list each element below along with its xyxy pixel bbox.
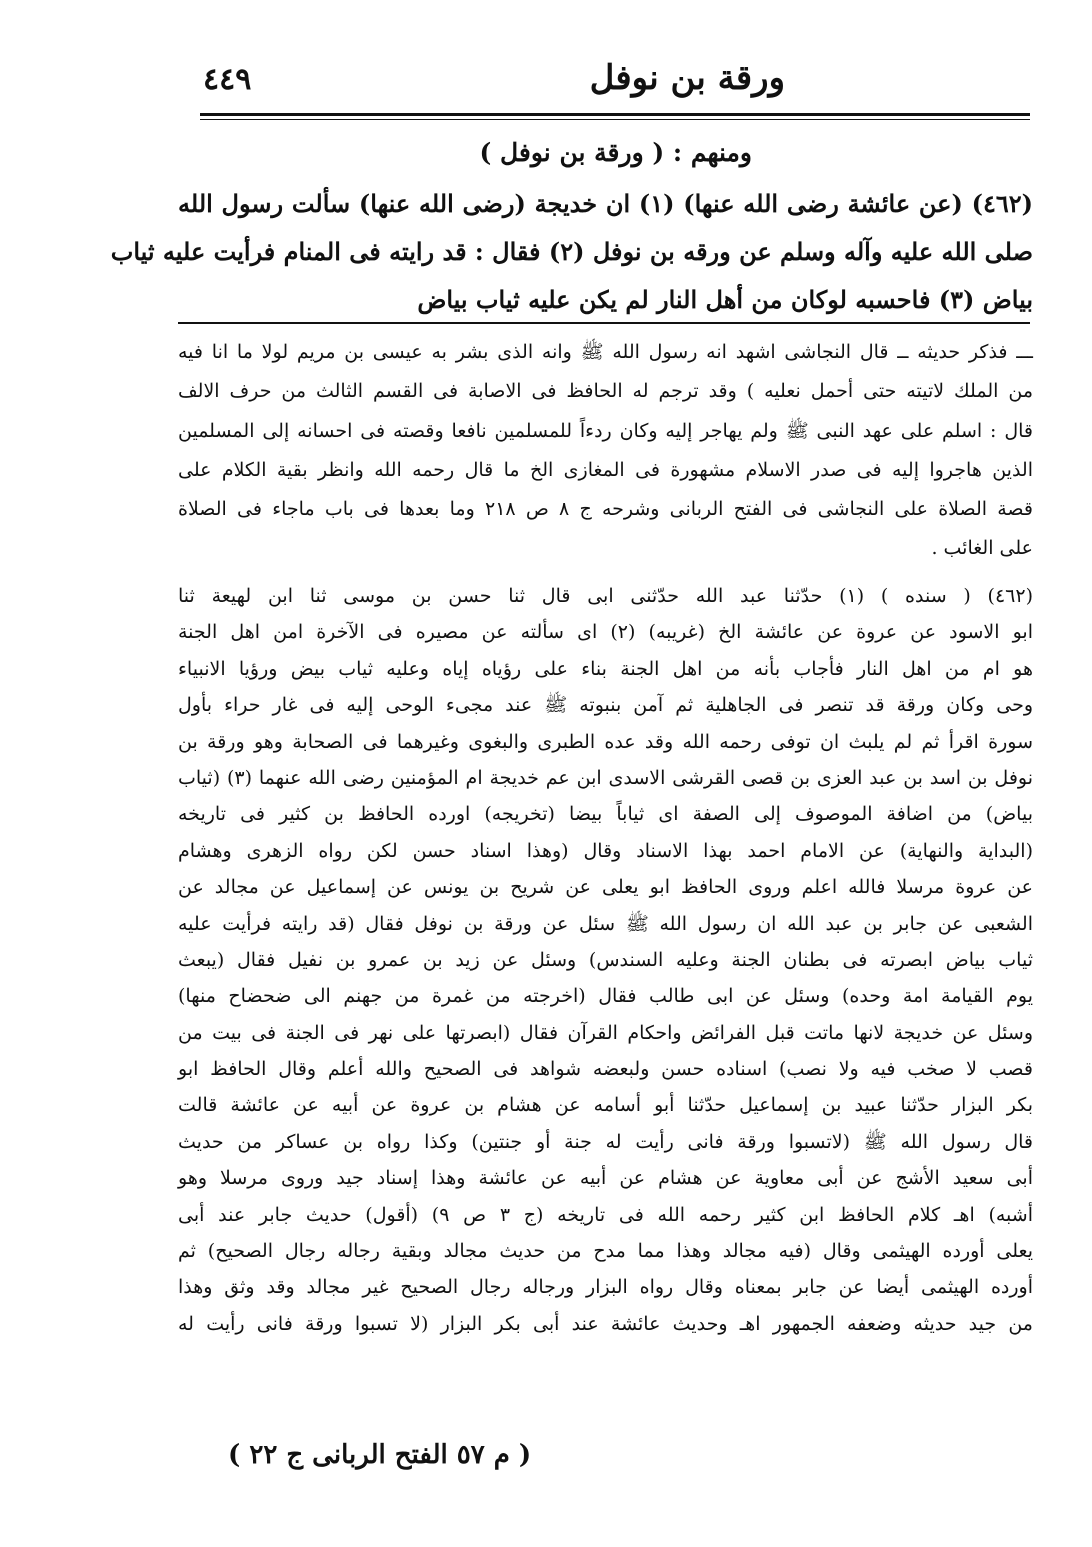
footnote-line: وسئل عن خديجة لانها ماتت قبل الفرائض واحكام القرآن فقال (ابصرتها على نهر فى الجنة فى بيت من	[178, 1021, 1033, 1044]
footnote-separator	[178, 322, 1030, 324]
running-title: ورقة بن نوفل	[589, 58, 785, 98]
footnote-line: نوفل بن اسد بن عبد العزى بن قصى القرشى الاسدى ابن عم خديجة ام المؤمنين رضى الله عنهما (٣) (ثياب	[178, 766, 1034, 789]
footnote-line: هو ام من اهل النار فأجاب بأنه من اهل الجنة بناء على رؤياه إياه وعليه ثياب بيض ورؤيا الانبياء	[178, 657, 1033, 680]
footnotes-continued	[178, 333, 1033, 569]
footnote-line: (البداية والنهاية) عن الامام احمد بهذا الاسناد وقال (وهذا اسناد حسن لكن رواه الزهرى وهشام	[178, 839, 1033, 862]
footnote-line: قال : اسلم على عهد النبى ﷺ ولم يهاجر إليه وكان ردءاً للمسلمين نافعا وقصته فى احسانه إلى المسلمين	[178, 419, 1033, 442]
footnote-line: يوم القيامة امة وحده) وسئل عن ابى طالب فقال (اخرجته من غمرة من جهنم الى ضحضاح منها)	[178, 985, 1033, 1008]
footnote-line: الذين هاجروا إليه فى صدر الاسلام مشهورة فى المغازى الخ ما قال رحمه الله وانظر بقية الكلام على	[178, 458, 1033, 481]
footnotes-hadith-462	[178, 578, 1033, 1342]
header-rule-thin	[200, 119, 1030, 120]
header-rule-thick	[200, 113, 1030, 116]
footnote-line: من الملك لاتيته حتى أحمل نعليه ) وقد ترجم له الحافظ فى الاصابة فى القسم الثالث من حرف الالف	[178, 380, 1033, 403]
footnote-line: عن عروة مرسلا فالله اعلم وروى الحافظ ابو يعلى عن شريح بن يونس عن إسماعيل عن مجالد عن	[178, 876, 1033, 899]
section-heading: ومنهم : ( ورقة بن نوفل )	[479, 138, 752, 167]
footnote-line: بياض) من اضافة الموصوف إلى الصفة اى ثياباً بيضا (تخريجه) اورده الحافظ بن كثير فى تاريخه	[178, 803, 1033, 826]
hadith-line: صلى الله عليه وآله وسلم عن ورقه بن نوفل (٢) فقال : قد رايته فى المنام فرأيت عليه ثياب	[110, 237, 1033, 266]
footnote-line: ابو الاسود عن عروة عن عائشة الخ (غريبه) (٢) اى سألته عن مصيره فى الآخرة امن اهل الجنة	[178, 621, 1033, 644]
footnote-line: أبى سعيد الأشج عن أبى معاوية عن هشام عن أبيه عن عائشة وهذا إسناد جيد وروى مرسلا وهو	[178, 1167, 1033, 1190]
hadith-line: بياض (٣) فاحسبه لوكان من أهل النار لم يكن عليه ثياب بياض	[417, 285, 1033, 314]
footnote-line: قصة الصلاة على النجاشى فى الفتح الربانى وشرحه ج ٨ ص ٢١٨ وما بعدها فى باب ماجاء فى الصلاة	[178, 498, 1033, 521]
footnote-line: الشعبى عن جابر بن عبد الله ان رسول الله ﷺ سئل عن ورقة بن نوفل فقال (قد رايته فرأيت عليه	[178, 912, 1033, 935]
hadith-line: (٤٦٢) (عن عائشة رضى الله عنها) (١) ان خديجة (رضى الله عنها) سألت رسول الله	[178, 189, 1034, 218]
footnote-line: بكر البزار حدّثنا عبيد بن إسماعيل حدّثنا أبو أسامه عن هشام بن عروة عن أبيه عن عائشة قالت	[178, 1094, 1033, 1117]
footnote-line: يعلى أورده الهيثمى وقال (فيه مجالد وهذا مما مدح من حديث مجالد وبقية رجاله رجال الصحيح) ثم	[178, 1240, 1033, 1263]
hadith-text	[110, 180, 1034, 324]
footnote-line: على الغائب .	[931, 537, 1033, 560]
footnote-line: أشبه) اهـ كلام الحافظ ابن كثير رحمه الله فى تاريخه (ج ٣ ص ٩) (أقول) حديث جابر عند أبى	[178, 1203, 1033, 1226]
footnote-line: ـــ فذكر حديثه ــ قال النجاشى اشهد انه رسول الله ﷺ وانه الذى بشر به عيسى بن مريم لولا ما انا فيه	[178, 341, 1033, 363]
footnote-line: أورده الهيثمى أيضا عن جابر بمعناه وقال رواه البزار ورجاله رجال الصحيح غير مجالد وقد وثق وهذا	[178, 1276, 1033, 1299]
footnote-line: من جيد حديثه وضعفه الجمهور اهـ وحديث عائشة عند أبى بكر البزار (لا تسبوا ورقة فانى رأيت له	[178, 1312, 1033, 1335]
page-header	[175, 52, 1035, 112]
footnote-line: ثياب بياض ابصرته فى بطنان الجنة وعليه السندس) وسئل عن زيد بن عمرو بن نفيل فقال (يبعث	[178, 948, 1033, 971]
footnote-line: وحى وكان ورقة قد تنصر فى الجاهلية ثم آمن بنبوته ﷺ عند مجىء الوحى إليه فى غار حراء بأول	[178, 694, 1033, 717]
footnote-line: (٤٦٢) ( سنده ) (١) حدّثنا عبد الله حدّثنى ابى قال ثنا حسن بن موسى ثنا ابن لهيعة ثنا	[178, 585, 1033, 607]
signature-mark: ( م ٥٧ الفتح الربانى ج ٢٢ )	[228, 1440, 532, 1470]
footnote-line: قصب لا صخب فيه ولا نصب) اسناده حسن ولبعضه شواهد فى الصحيح والله أعلم وقال الحافظ ابو	[178, 1058, 1033, 1081]
footnote-line: قال رسول الله ﷺ (لاتسبوا ورقة فانى رأيت له جنة أو جنتين) وكذا رواه بن عساكر من حديث	[178, 1130, 1033, 1153]
page-number: ٤٤٩	[203, 62, 252, 97]
footnote-line: سورة اقرأ ثم لم يلبث ان توفى رحمه الله وقد عده الطبرى والبغوى وغيرهما فى الصحابة وهو ورقة بن	[178, 730, 1033, 753]
